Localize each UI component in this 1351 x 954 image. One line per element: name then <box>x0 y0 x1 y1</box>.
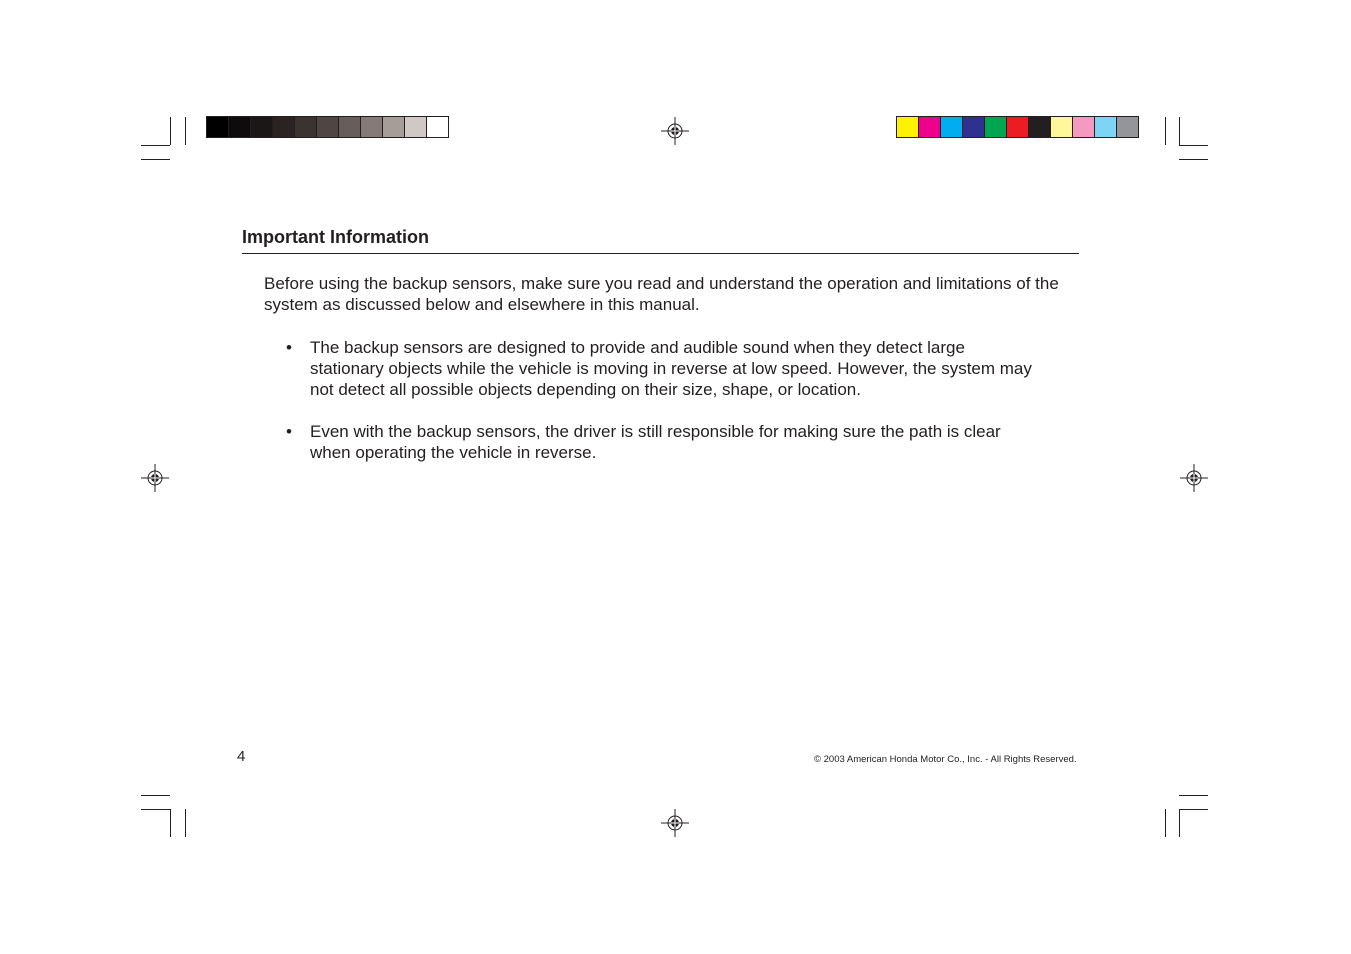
crop-mark-bottom-left-h2 <box>141 809 170 810</box>
bullet-text: The backup sensors are designed to provide and audible sound when they detect large stationary objects while the vehicle is moving in reverse at low speed. However, the system may not detect all possible objects depending on their size, shape, or location. <box>310 338 1032 399</box>
crop-mark-bottom-right-h <box>1179 795 1208 796</box>
gray-swatch <box>317 117 339 137</box>
color-swatch <box>1117 117 1138 137</box>
registration-target-icon <box>661 809 689 837</box>
crop-mark-bottom-left-v2 <box>185 809 186 837</box>
gray-swatch <box>207 117 229 137</box>
color-swatch <box>1073 117 1095 137</box>
crop-mark-top-right-h2 <box>1179 159 1208 160</box>
gray-swatch <box>405 117 427 137</box>
gray-swatch <box>251 117 273 137</box>
gray-swatch <box>229 117 251 137</box>
gray-swatch <box>361 117 383 137</box>
color-calibration-bar <box>896 116 1139 138</box>
registration-target-icon <box>661 117 689 145</box>
crop-mark-bottom-right-v2 <box>1179 809 1180 837</box>
color-swatch <box>1029 117 1051 137</box>
crop-mark-top-right-v <box>1165 117 1166 145</box>
color-swatch <box>1095 117 1117 137</box>
crop-mark-top-left-v <box>170 117 171 145</box>
title-rule <box>242 253 1079 254</box>
gray-swatch <box>427 117 448 137</box>
gray-swatch <box>383 117 405 137</box>
crop-mark-bottom-left-h <box>141 795 170 796</box>
crop-mark-top-left-h <box>141 145 170 146</box>
color-swatch <box>919 117 941 137</box>
gray-swatch <box>295 117 317 137</box>
registration-target-icon <box>141 464 169 492</box>
intro-paragraph: Before using the backup sensors, make sure you read and understand the operation and limitations of the system as discussed below and elsewhere in this manual. <box>264 274 1059 314</box>
gray-swatch <box>273 117 295 137</box>
copyright-notice: © 2003 American Honda Motor Co., Inc. - All Rights Reserved. <box>814 754 1077 765</box>
gray-swatch <box>339 117 361 137</box>
crop-mark-bottom-right-h2 <box>1179 809 1208 810</box>
crop-mark-bottom-right-v <box>1165 809 1166 837</box>
color-swatch <box>941 117 963 137</box>
gray-calibration-bar <box>206 116 449 138</box>
crop-mark-top-left-v2 <box>185 117 186 145</box>
page-number: 4 <box>237 748 246 765</box>
crop-mark-bottom-left-v <box>170 809 171 837</box>
bullet-symbol: • <box>286 422 292 441</box>
color-swatch <box>985 117 1007 137</box>
color-swatch <box>897 117 919 137</box>
color-swatch <box>1007 117 1029 137</box>
color-swatch <box>963 117 985 137</box>
section-title: Important Information <box>242 227 429 247</box>
bullet-symbol: • <box>286 338 292 357</box>
crop-mark-top-right-v2 <box>1179 117 1180 145</box>
crop-mark-top-left-h2 <box>141 159 170 160</box>
bullet-text: Even with the backup sensors, the driver is still responsible for making sure the path is clear when operating the vehicle in reverse. <box>310 422 1001 462</box>
registration-target-icon <box>1180 464 1208 492</box>
color-swatch <box>1051 117 1073 137</box>
crop-mark-top-right-h <box>1179 145 1208 146</box>
